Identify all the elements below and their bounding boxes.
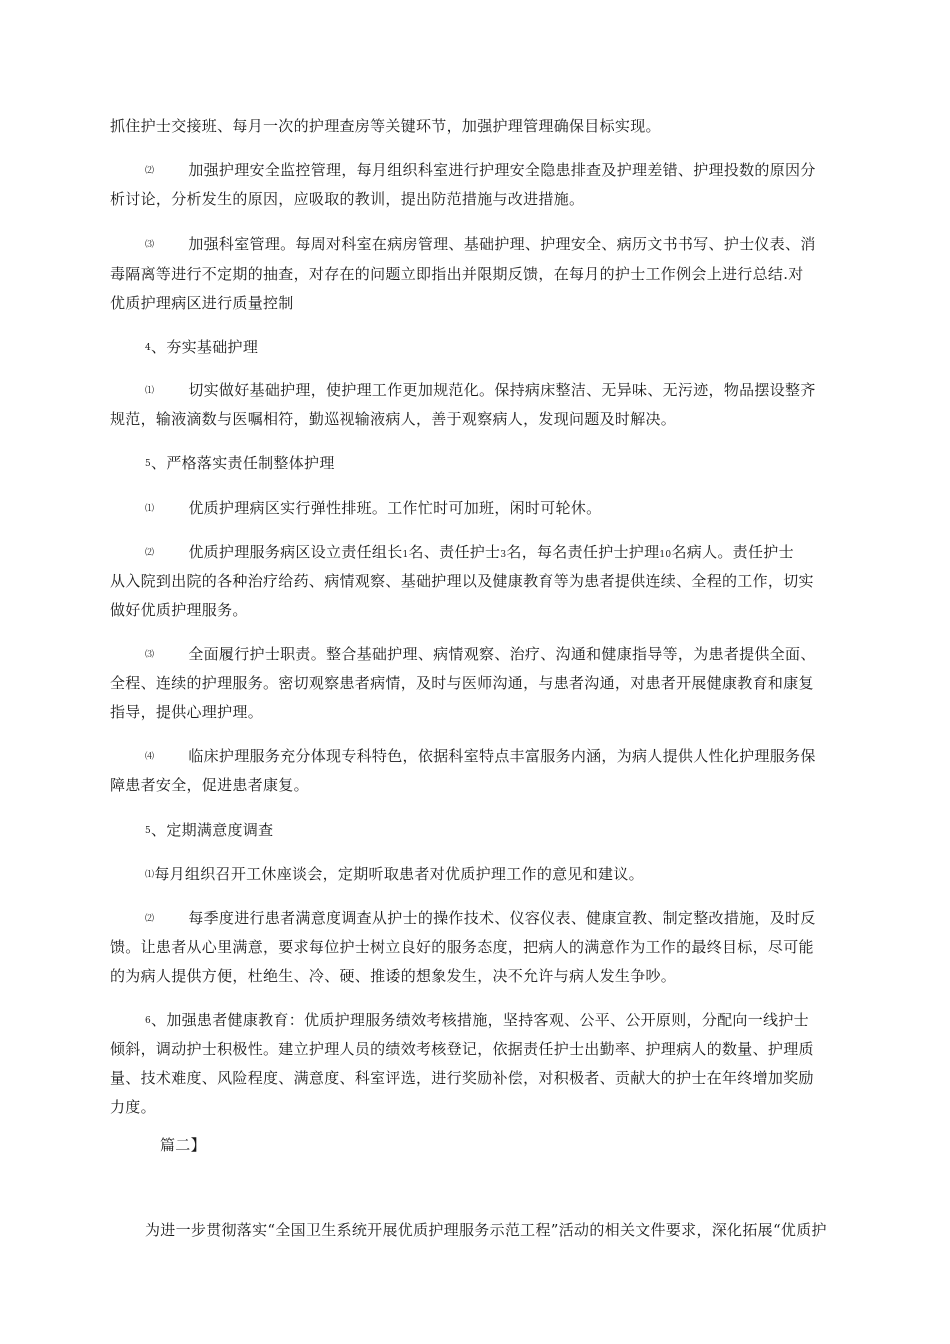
list-number: ⑴ [145,386,155,396]
text-line: ⑶ 加强科室管理。每周对科室在病房管理、基础护理、护理安全、病历文书书写、护士仪表、消 [145,235,816,253]
text-line: 为进一步贯彻落实“全国卫生系统开展优质护理服务示范工程”活动的相关文件要求，深化拓展“优质护 [145,1221,827,1239]
text-line: 优质护理病区进行质量控制 [110,294,294,312]
section-heading: 5、严格落实责任制整体护理 [145,454,335,472]
text-line: 量、技术难度、风险程度、满意度、科室评选，进行奖励补偿，对积极者、贡献大的护士在年终增加奖励 [110,1069,814,1087]
text-line: 指导，提供心理护理。 [110,703,264,721]
list-number: ⑷ [145,752,155,762]
text-line: ⑴每月组织召开工休座谈会，定期听取患者对优质护理工作的意见和建议。 [145,865,644,883]
section-title: 篇二】 [160,1136,206,1154]
text-line: 毒隔离等进行不定期的抽查，对存在的问题立即指出并限期反馈，在每月的护士工作例会上进行总结.对 [110,265,804,283]
text-line: ⑵ 加强护理安全监控管理，每月组织科室进行护理安全隐患排查及护理差错、护理投数的原因分 [145,161,816,179]
text-line: ⑶ 全面履行护士职责。整合基础护理、病情观察、治疗、沟通和健康指导等，为患者提供全面、 [145,645,816,663]
text-line: ⑵ 优质护理服务病区设立责任组长1名、责任护士3名，每名责任护士护理10名病人。责任护士 [145,543,794,561]
section-number: 5 [145,826,152,836]
list-number: ⑶ [145,240,155,250]
text-line: ⑷ 临床护理服务充分体现专科特色，依据科室特点丰富服务内涵，为病人提供人性化护理服务保 [145,747,816,765]
text-line: 馈。让患者从心里满意，要求每位护士树立良好的服务态度，把病人的满意作为工作的最终目标，尽可能 [110,938,814,956]
section-heading: 6、加强患者健康教育：优质护理服务绩效考核措施，坚持客观、公平、公开原则，分配向一线护士 [145,1011,809,1029]
section-number: 4 [145,343,152,353]
list-number: ⑶ [145,650,155,660]
text-line: 从入院到出院的各种治疗给药、病情观察、基础护理以及健康教育等为患者提供连续、全程的工作，切实 [110,572,814,590]
list-number: ⑵ [145,914,155,924]
inline-number: 1 [402,550,409,560]
text-line: 规范，输液滴数与医嘱相符，勤巡视输液病人，善于观察病人，发现问题及时解决。 [110,410,677,428]
list-number: ⑵ [145,548,155,558]
text-line: 抓住护士交接班、每月一次的护理查房等关键环节，加强护理管理确保目标实现。 [110,117,661,135]
section-heading: 5、定期满意度调查 [145,821,274,839]
text-line: 的为病人提供方便，杜绝生、冷、硬、推诿的想象发生，决不允许与病人发生争吵。 [110,967,677,985]
text-line: 力度。 [110,1098,156,1116]
text-line: 析讨论，分析发生的原因，应吸取的教训，提出防范措施与改进措施。 [110,190,585,208]
text-line: 做好优质护理服务。 [110,601,248,619]
text-line: 障患者安全，促进患者康复。 [110,776,309,794]
text-line: ⑴ 切实做好基础护理，使护理工作更加规范化。保持病床整洁、无异味、无污迹，物品摆设整齐 [145,381,816,399]
section-number: 6 [145,1016,152,1026]
text-line: 倾斜，调动护士积极性。建立护理人员的绩效考核登记，依据责任护士出勤率、护理病人的数量、护理质 [110,1040,814,1058]
text-line: ⑵ 每季度进行患者满意度调查从护士的操作技术、仪容仪表、健康宣教、制定整改措施，及时反 [145,909,816,927]
text-line: ⑴ 优质护理病区实行弹性排班。工作忙时可加班，闲时可轮休。 [145,499,602,517]
section-number: 5 [145,459,152,469]
section-heading: 4、夯实基础护理 [145,338,259,356]
list-number: ⑵ [145,166,155,176]
inline-number: 10 [659,550,672,560]
list-number: ⑴ [145,870,155,880]
inline-number: 3 [500,550,507,560]
list-number: ⑴ [145,504,155,514]
text-line: 全程、连续的护理服务。密切观察患者病情，及时与医师沟通，与患者沟通，对患者开展健康教育和康复 [110,674,814,692]
